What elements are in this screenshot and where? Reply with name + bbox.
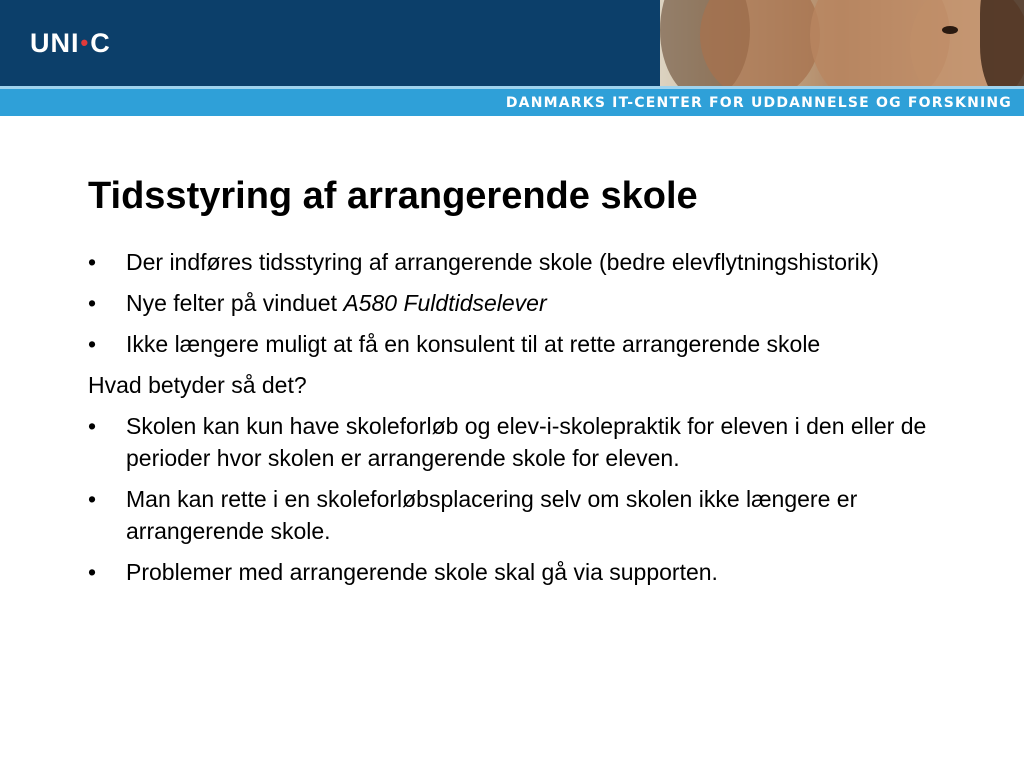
bullet-mark: •: [88, 413, 97, 439]
bullet-text: Nye felter på vinduet: [126, 290, 344, 316]
photo-shape: [980, 0, 1024, 86]
bullet-text: Skolen kan kun have skoleforløb og elev-i-skolepraktik for eleven i den eller de perioder hvor skolen er arrangerende skole for eleven.: [126, 413, 927, 471]
window-name: A580 Fuldtidselever: [343, 290, 547, 316]
logo-text-uni: UNI: [30, 28, 80, 58]
subheading: Hvad betyder så det?: [88, 372, 307, 398]
bullet-mark: •: [88, 249, 97, 275]
photo-shape: [700, 0, 820, 86]
bullet-item: [88, 246, 948, 278]
bullet-text: Der indføres tidsstyring af arrangerende skole (bedre elevflytningshistorik): [126, 249, 879, 275]
bullet-item: [88, 328, 948, 360]
bullet-item: [88, 483, 948, 547]
bullet-mark: •: [88, 290, 97, 316]
header-bar: [0, 0, 1024, 86]
header-photo: [660, 0, 1024, 86]
bullet-mark: •: [88, 559, 97, 585]
bullet-item: [88, 410, 948, 474]
bullet-text: Problemer med arrangerende skole skal gå via supporten.: [126, 559, 718, 585]
bullet-text: Man kan rette i en skoleforløbsplacering selv om skolen ikke længere er arrangerende skole.: [126, 486, 858, 544]
tagline: DANMARKS IT-CENTER FOR UDDANNELSE OG FORSKNING: [505, 95, 1012, 111]
bullet-mark: •: [88, 331, 97, 357]
slide-title: Tidsstyring af arrangerende skole: [88, 175, 698, 217]
bullet-text: Ikke længere muligt at få en konsulent til at rette arrangerende skole: [126, 331, 821, 357]
logo-dot: •: [80, 30, 90, 55]
bullet-item: [88, 287, 948, 319]
uni-c-logo: [30, 28, 111, 58]
bullet-mark: •: [88, 486, 97, 512]
tagline-band: [0, 89, 1024, 116]
logo-text-c: C: [90, 28, 111, 58]
bullet-item: [88, 556, 948, 588]
photo-shape: [942, 26, 958, 34]
slide-content: [88, 246, 948, 597]
